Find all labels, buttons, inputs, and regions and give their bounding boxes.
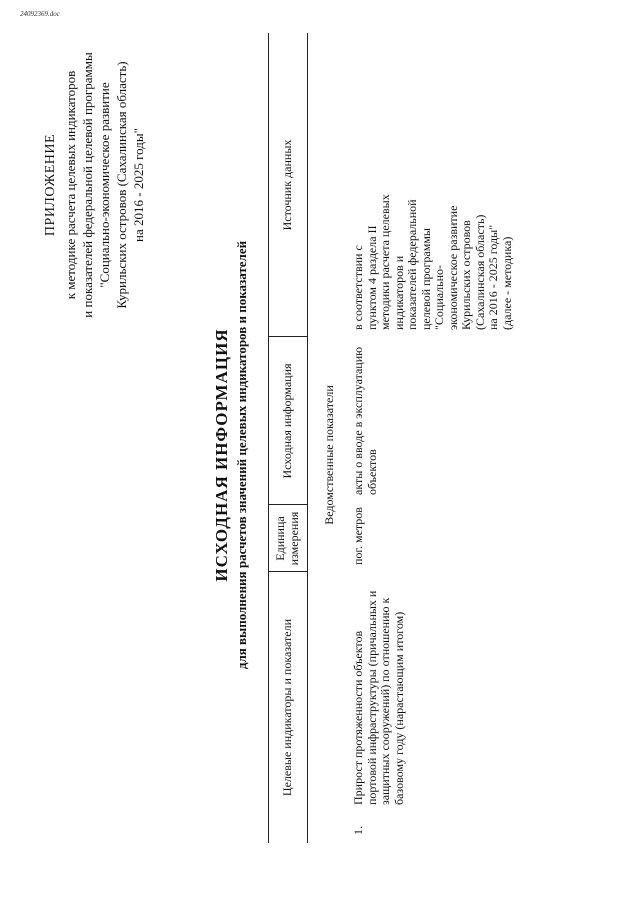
appendix-line: к методике расчета целевых индикаторов	[63, 70, 78, 300]
header-unit-line: Единица	[273, 516, 287, 561]
row-indicator-line: защитных сооружений) по отношению к	[378, 597, 392, 805]
row-data-source-line: методики расчета целевых	[378, 194, 392, 330]
section-heading: Ведомственные показатели	[322, 385, 336, 525]
row-data-source-line: пунктом 4 раздела II	[364, 225, 379, 330]
row-indicator-line: Прирост протяженности объектов	[351, 630, 365, 805]
row-data-source-line: целевой программы	[418, 228, 433, 330]
header-unit	[273, 505, 301, 572]
row-indicator-line: портовой инфраструктуры (причальных и	[364, 590, 379, 805]
row-data-source-line: (Сахалинская область)	[472, 214, 487, 330]
row-unit: пог. метров	[351, 507, 365, 565]
appendix-line: Курильских островов (Сахалинская область)	[114, 61, 129, 309]
row-source-info	[352, 337, 379, 495]
row-data-source-line: индикаторов и	[391, 255, 406, 330]
appendix-line: и показателей федеральной целевой программы	[80, 52, 95, 318]
row-source-info-line: акты о вводе в эксплуатацию	[351, 346, 365, 495]
page-subtitle: для выполнения расчетов значений целевых индикаторов и показателей	[234, 240, 249, 670]
header-source-info: Исходная информация	[280, 363, 294, 479]
table-header-border	[307, 33, 308, 843]
page-title: ИСХОДНАЯ ИНФОРМАЦИЯ	[212, 328, 231, 582]
header-data-source: Источник данных	[280, 139, 294, 231]
row-source-info-line: объектов	[364, 449, 379, 495]
row-number: 1.	[351, 826, 365, 835]
row-indicator-line: базовому году (нарастающим итогом)	[391, 611, 406, 805]
appendix-block	[42, 20, 147, 350]
row-data-source-line: (далее - методика)	[499, 236, 514, 330]
appendix-line: "Социально-экономическое развитие	[97, 82, 112, 288]
row-data-source-line: экономическое развитие	[445, 205, 460, 330]
appendix-title: ПРИЛОЖЕНИЕ	[43, 133, 58, 237]
row-indicator	[352, 570, 406, 805]
row-data-source-line: в соответствии с	[351, 245, 365, 330]
document-code: 24092369.doc	[20, 10, 60, 18]
appendix-line: на 2016 - 2025 годы"	[131, 128, 146, 242]
row-data-source-line: показателей федеральной	[405, 199, 419, 330]
row-data-source-line: Курильских островов	[459, 220, 473, 330]
row-data-source-line: "Социально-	[432, 264, 446, 330]
header-indicators: Целевые индикаторы и показатели	[280, 618, 294, 797]
header-unit-line: измерения	[287, 511, 301, 566]
row-data-source-line: на 2016 - 2025 годы"	[486, 224, 500, 330]
row-data-source	[352, 30, 514, 330]
table-top-border	[268, 33, 269, 843]
